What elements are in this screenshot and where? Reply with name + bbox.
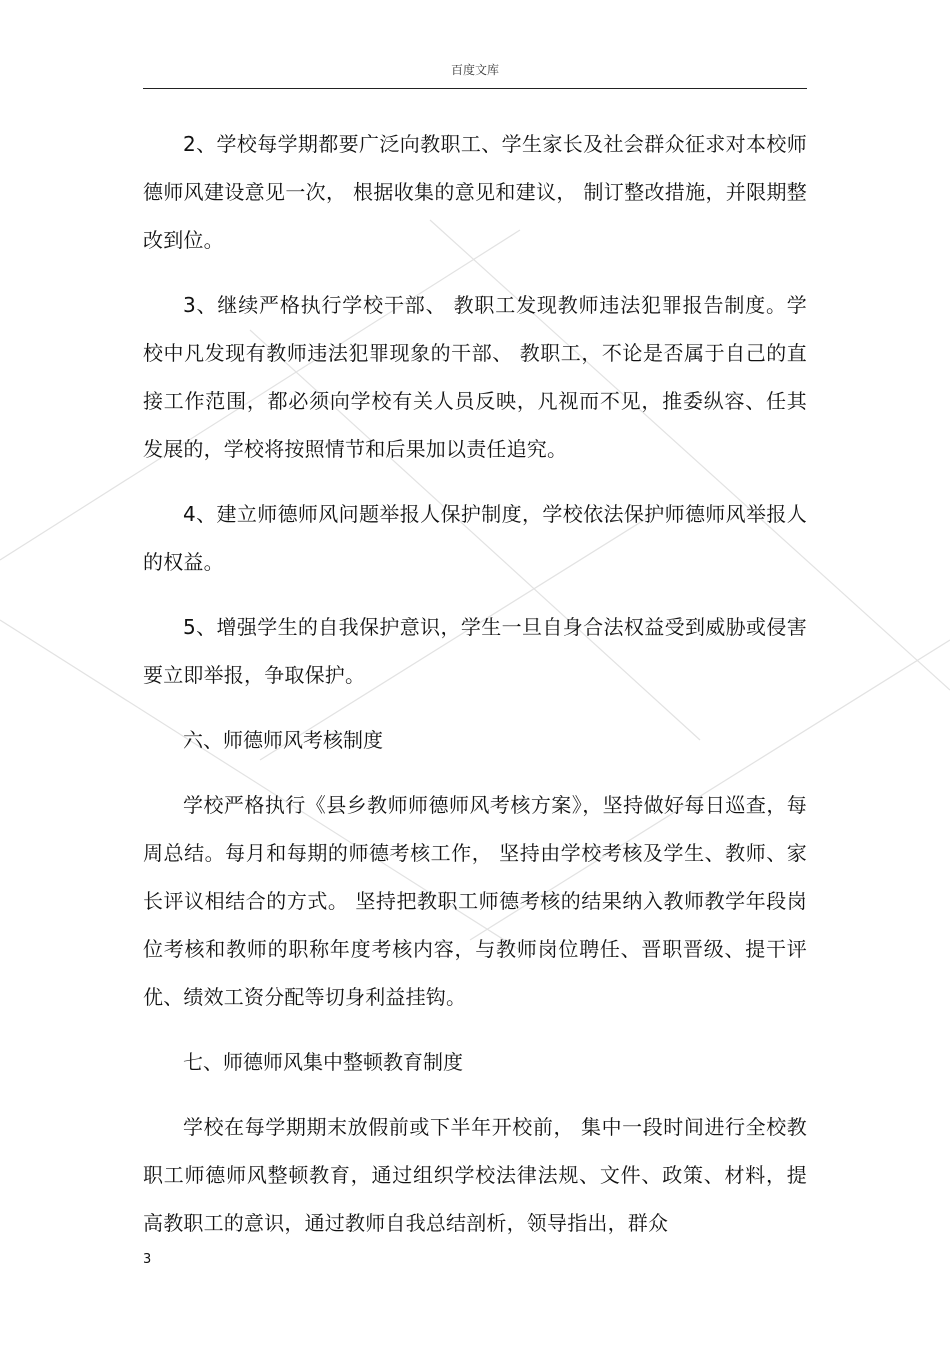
paragraph-4: 4、建立师德师风问题举报人保护制度，学校依法保护师德师风举报人的权益。 bbox=[143, 502, 807, 574]
section-7-heading: 七、师德师风集中整顿教育制度 bbox=[183, 1050, 463, 1074]
document-body bbox=[143, 120, 807, 1264]
paragraph-5: 5、增强学生的自我保护意识，学生一旦自身合法权益受到威胁或侵害要立即举报，争取保护。 bbox=[143, 615, 807, 687]
paragraph-2: 2、学校每学期都要广泛向教职工、学生家长及社会群众征求对本校师德师风建设意见一次， 根据收集的意见和建议， 制订整改措施，并限期整改到位。 bbox=[143, 132, 807, 252]
section-6-body: 学校严格执行《县乡教师师德师风考核方案》，坚持做好每日巡查，每周总结。每月和每期的师德考核工作， 坚持由学校考核及学生、教师、家长评议相结合的方式。 坚持把教职工师德考核的结果纳入教师教学年段岗位考核和教师的职称年度考核内容，与教师岗位聘任、晋职晋级、提干评优、绩效工资分配等切身利益挂钩。 bbox=[143, 793, 807, 1009]
paragraph-3: 3、继续严格执行学校干部、 教职工发现教师违法犯罪报告制度。学校中凡发现有教师违法犯罪现象的干部、 教职工，不论是否属于自己的直接工作范围，都必须向学校有关人员反映，凡视而不见，推委纵容、任其发展的，学校将按照情节和后果加以责任追究。 bbox=[143, 293, 807, 461]
page-header bbox=[143, 62, 807, 89]
section-6-heading: 六、师德师风考核制度 bbox=[183, 728, 383, 752]
header-title: 百度文库 bbox=[450, 63, 499, 77]
page-number: 3 bbox=[143, 1252, 152, 1267]
section-7-body: 学校在每学期期末放假前或下半年开校前， 集中一段时间进行全校教职工师德师风整顿教育，通过组织学校法律法规、文件、政策、材料，提高教职工的意识，通过教师自我总结剖析，领导指出，群众 bbox=[143, 1115, 807, 1235]
